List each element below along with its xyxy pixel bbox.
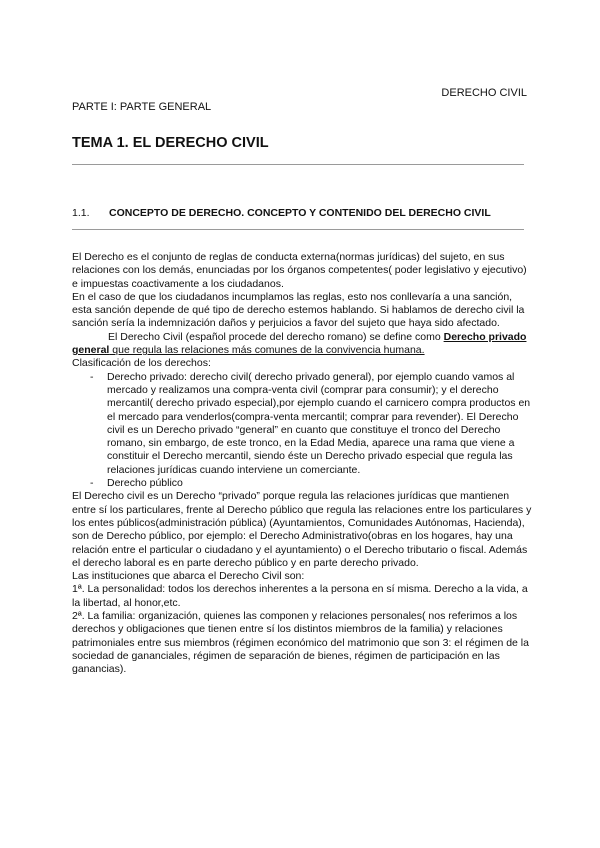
paragraph-civil-law (72, 331, 532, 358)
section-divider (72, 229, 524, 230)
running-header: DERECHO CIVIL (441, 87, 527, 99)
paragraph-personality: 1ª. La personalidad: todos los derechos inherentes a la persona en sí misma. Derecho a la vida, a la libertad, al honor,etc. (72, 583, 528, 609)
section-number: 1.1. (72, 207, 90, 219)
civil-law-lead: El Derecho Civil (español procede del derecho romano) se define como (108, 330, 444, 343)
classification-label: Clasificación de los derechos: (72, 357, 211, 370)
document-body (72, 251, 532, 677)
list-item: - Derecho privado: derecho civil( derecho privado general), por ejemplo cuando vamos al mercado y realizamos una compra-venta civil (comprar para consumir); y el derecho mercantil( derecho privado especial),por ejemplo cuando el carnicero compra productos en el mercado para venderlos(compra-venta mercantil; comprar para revender). El Derecho civil es un Derecho privado “general” en cuanto que constituye el tronco del Derecho romano, sin embargo, de este tronco, en la Edad Media, aparece una rama que viene a constituir el Derecho mercantil, siendo éste un Derecho privado especial que regula las relaciones jurídicas cuando interviene un comerciante. (72, 371, 532, 477)
part-label: PARTE I: PARTE GENERAL (72, 101, 212, 113)
civil-law-rest: que regula las relaciones más comunes de la convivencia humana. (109, 344, 425, 357)
paragraph-family: 2ª. La familia: organización, quienes las componen y relaciones personales( nos referimos a los derechos y obligaciones que tienen entre sí los distintos miembros de la familia) y relaciones patrimoniales entre sus miembros (régimen económico del matrimonio que son 3: el régimen de la sociedad de gananciales, régimen de separación de bienes, régimen de participación en las ganancias). (72, 610, 529, 676)
classification-list (72, 371, 532, 491)
topic-title: TEMA 1. EL DERECHO CIVIL (72, 135, 269, 151)
paragraph-institutions-intro: Las instituciones que abarca el Derecho Civil son: (72, 570, 305, 583)
list-item: - Derecho público (72, 477, 532, 490)
title-divider (72, 164, 524, 165)
section-heading (72, 207, 491, 219)
paragraph-definition: El Derecho es el conjunto de reglas de conducta externa(normas jurídicas) del sujeto, en sus relaciones con los demás, enunciadas por los órganos competentes( poder legislativo y ejecutivo) e impuestas coactivamente a los ciudadanos. (72, 251, 527, 290)
civil-law-term: Derecho privado general (72, 330, 527, 357)
paragraph-private-vs-public: El Derecho civil es un Derecho “privado” porque regula las relaciones jurídicas que mantienen entre sí los particulares, frente al Derecho público que regula las relaciones entre los particulares y los entes públicos(administración pública) (Ayuntamientos, Comunidades Autónomas, Hacienda), son de Derecho público, por ejemplo: el Derecho Administrativo(obras en los hogares, hay una relación entre el particular o ciudadano y el ayuntamiento) o el Derecho tributario o fiscal. Además el derecho laboral es en parte derecho público y en parte derecho privado. (72, 490, 532, 569)
paragraph-sanction: En el caso de que los ciudadanos incumplamos las reglas, esto nos conllevaría a una sanción, esta sanción depende de qué tipo de derecho estemos hablando. Si hablamos de derecho civil la sanción sería la indemnización daños y perjuicios a favor del sujeto que haya sido afectado. (72, 290, 525, 330)
section-title: CONCEPTO DE DERECHO. CONCEPTO Y CONTENIDO DEL DERECHO CIVIL (109, 207, 491, 219)
